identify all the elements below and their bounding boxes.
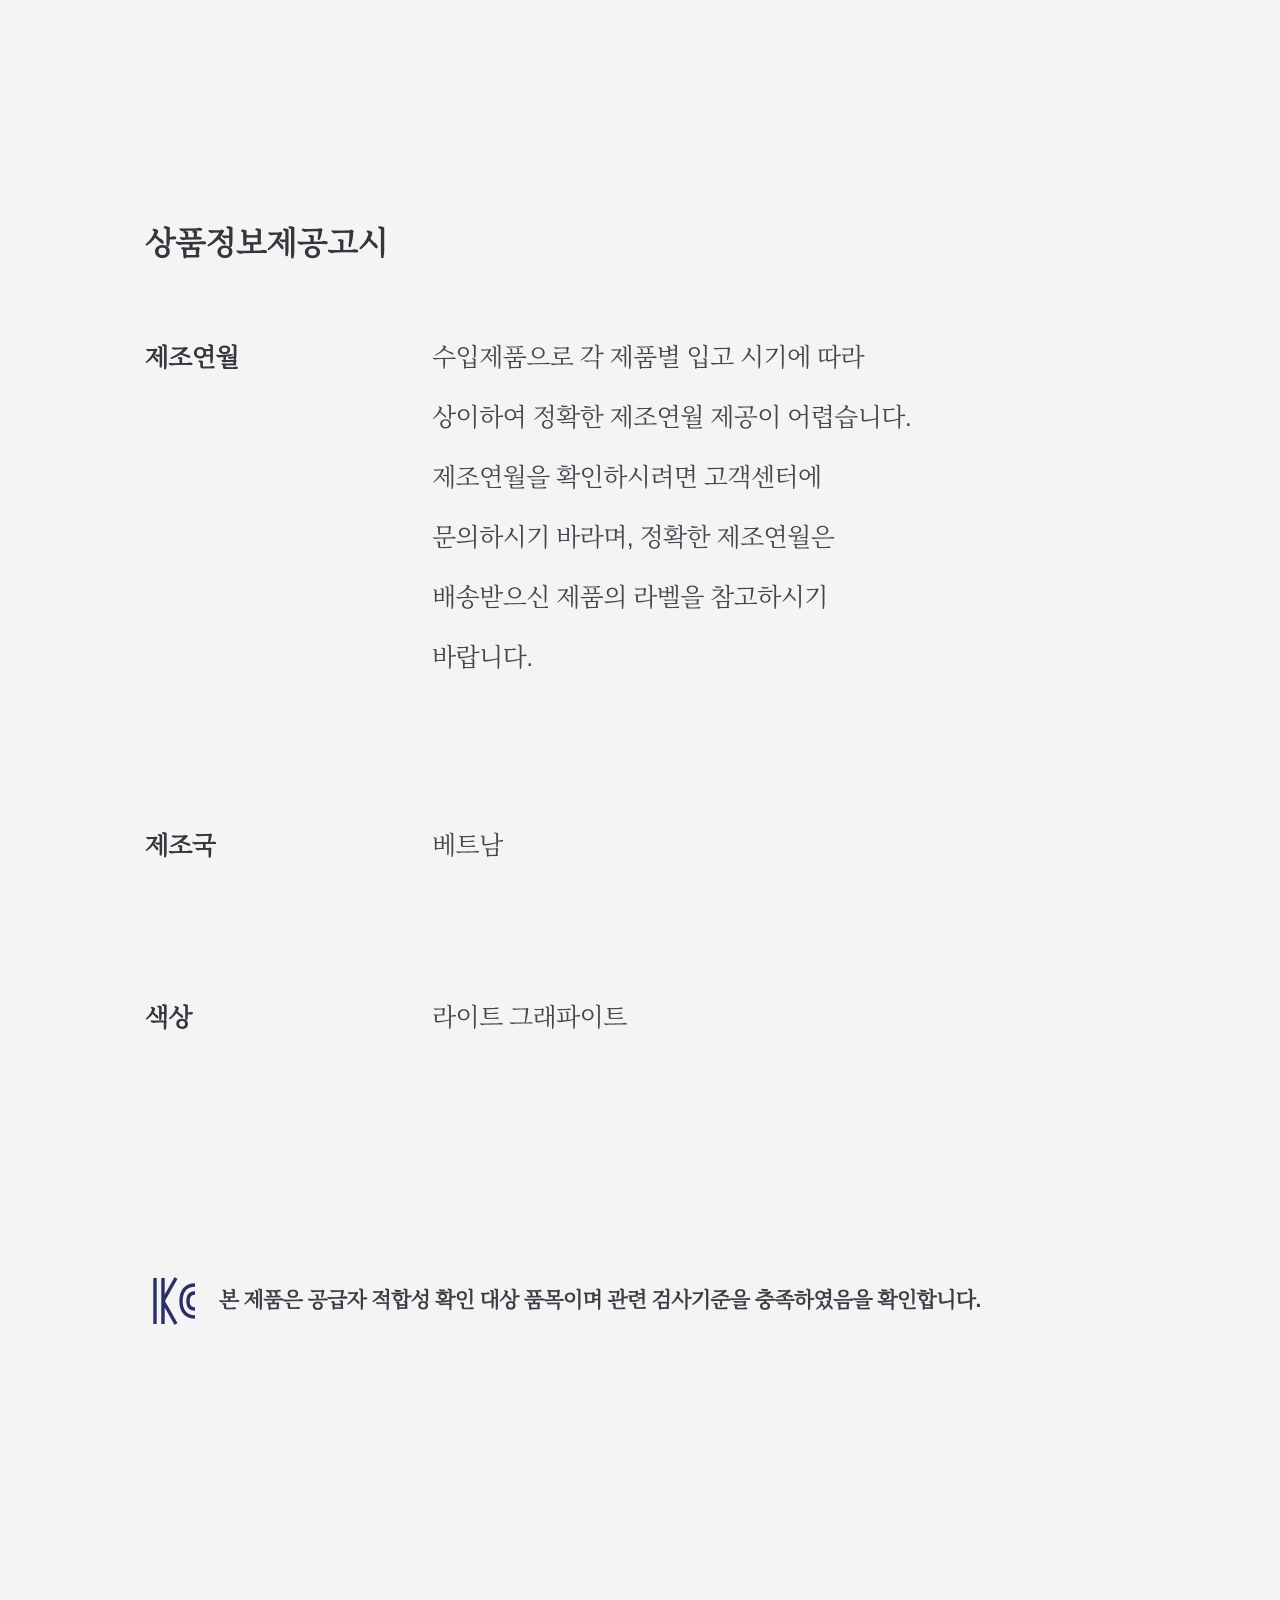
info-value-origin xyxy=(432,816,1145,876)
info-value-line: 베트남 xyxy=(432,832,503,860)
info-row-manufacture-date xyxy=(145,328,1145,688)
kc-certification-mark-icon xyxy=(145,1272,203,1330)
info-value-line: 문의하시기 바라며, 정확한 제조연월은 xyxy=(432,524,835,552)
info-value-color xyxy=(432,988,1145,1048)
info-row-origin xyxy=(145,816,1145,876)
kc-notice-text: 본 제품은 공급자 적합성 확인 대상 품목이며 관련 검사기준을 충족하였음을 확인합니다. xyxy=(219,1289,981,1312)
info-value-line: 배송받으신 제품의 라벨을 참고하시기 xyxy=(432,584,828,612)
product-info-table xyxy=(145,328,1145,1048)
info-label-origin: 제조국 xyxy=(145,832,216,860)
info-label-color: 색상 xyxy=(145,1004,193,1032)
info-value-line: 수입제품으로 각 제품별 입고 시기에 따라 xyxy=(432,344,865,372)
info-value-manufacture-date xyxy=(432,328,1145,688)
info-label-manufacture-date: 제조연월 xyxy=(145,344,240,372)
info-value-line: 상이하여 정확한 제조연월 제공이 어렵습니다. xyxy=(432,404,912,432)
info-value-line: 제조연월을 확인하시려면 고객센터에 xyxy=(432,464,822,492)
info-value-line: 라이트 그래파이트 xyxy=(432,1004,627,1032)
kc-notice xyxy=(145,1272,981,1330)
info-value-line: 바랍니다. xyxy=(432,644,533,672)
info-row-color xyxy=(145,988,1145,1048)
page-title: 상품정보제공고시 xyxy=(145,225,389,261)
